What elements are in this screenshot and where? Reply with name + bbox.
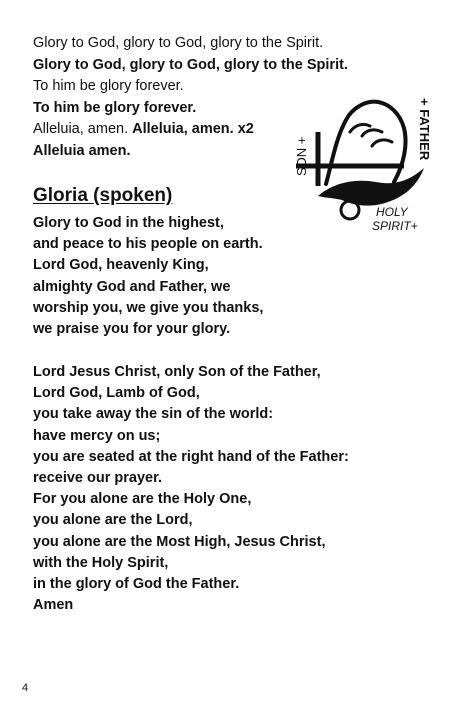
gloria-line: Lord God, Lamb of God, — [33, 385, 200, 402]
gloria-line: you are seated at the right hand of the Father: — [33, 448, 349, 465]
alleluia-bold: Alleluia, amen. x2 — [132, 121, 254, 138]
alleluia-last-line: Alleluia amen. — [33, 142, 131, 159]
gloria-line: you alone are the Lord, — [33, 512, 193, 529]
gloria-line: you take away the sin of the world: — [33, 406, 274, 423]
gloria-line: worship you, we give you thanks, — [33, 299, 264, 316]
gloria-line: in the glory of God the Father. — [33, 576, 240, 593]
gloria-line: Lord Jesus Christ, only Son of the Father, — [33, 364, 321, 380]
father-label: + FATHER — [417, 98, 432, 161]
refrain-line-2: Glory to God, glory to God, glory to the Spirit. — [33, 56, 348, 73]
gloria-line: Glory to God in the highest, — [33, 215, 224, 231]
gloria-heading: Gloria (spoken) — [33, 185, 173, 206]
spirit-label: SPIRIT+ — [372, 219, 418, 233]
gloria-line: with the Holy Spirit, — [33, 554, 169, 571]
gloria-line: and peace to his people on earth. — [33, 236, 263, 253]
holy-label: HOLY — [376, 205, 408, 219]
son-label: SON + — [294, 136, 309, 176]
gloria-line: you alone are the Most High, Jesus Christ, — [33, 533, 326, 550]
gloria-line: Lord God, heavenly King, — [33, 257, 209, 274]
gloria-line: we praise you for your glory. — [33, 321, 231, 338]
gloria-line: Amen — [33, 597, 74, 614]
gloria-line: For you alone are the Holy One, — [33, 491, 252, 508]
refrain-line-1: Glory to God, glory to God, glory to the Spirit. — [33, 35, 324, 51]
gloria-line: receive our prayer. — [33, 470, 162, 487]
gloria-line: almighty God and Father, we — [33, 278, 231, 295]
gloria-stanza-1 — [33, 213, 263, 340]
refrain-line-4: To him be glory forever. — [33, 99, 197, 116]
trinity-illustration — [292, 92, 442, 242]
alleluia-plain: Alleluia, amen. — [33, 121, 133, 138]
page-number: 4 — [22, 682, 29, 694]
gloria-stanza-2 — [33, 362, 349, 616]
refrain-line-3: To him be glory forever. — [33, 78, 184, 95]
gloria-line: have mercy on us; — [33, 427, 161, 444]
